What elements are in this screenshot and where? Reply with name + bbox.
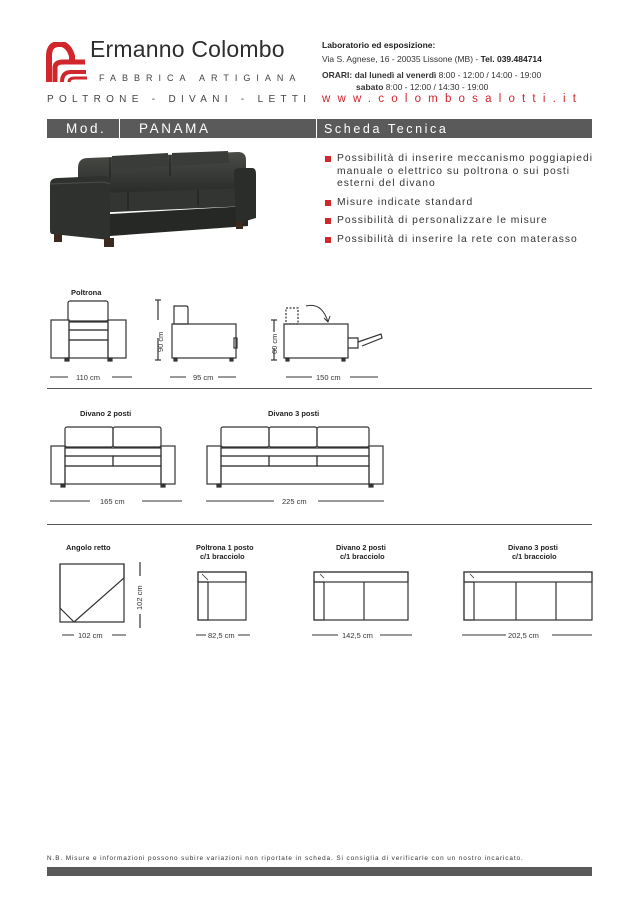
d2-width: 142,5 cm bbox=[342, 631, 373, 640]
feature-item: Possibilità di inserire la rete con materasso bbox=[325, 234, 595, 247]
contact-address: Via S. Agnese, 16 - 20035 Lissone (MB) - Tel. 039.484714 bbox=[322, 54, 542, 64]
brand-logo-icon bbox=[45, 42, 89, 84]
angolo-depth: 102 cm bbox=[135, 585, 144, 610]
divano2-front-drawing bbox=[48, 424, 182, 490]
poltrona-recliner-drawing bbox=[266, 298, 386, 366]
bar-divider bbox=[119, 119, 120, 138]
feature-list bbox=[325, 153, 595, 252]
footer-note: N.B. Misure e informazioni possono subire variazioni non riportate in scheda. Si consiglia di verificarle con un nostro incaricato. bbox=[47, 855, 524, 862]
divano3-width: 225 cm bbox=[282, 497, 307, 506]
brand-name: Ermanno Colombo bbox=[90, 36, 285, 62]
angolo-label: Angolo retto bbox=[66, 543, 111, 552]
divano3-label: Divano 3 posti bbox=[268, 409, 320, 418]
poltrona-height: 90 cm bbox=[156, 331, 165, 352]
bullet-square-icon bbox=[325, 218, 331, 224]
feature-item: Possibilità di inserire meccanismo poggiapiedi manuale o elettrico su poltrona o sui posti esterni del divano bbox=[325, 153, 595, 191]
mod-label: Mod. bbox=[66, 121, 107, 136]
d2-plan-drawing bbox=[312, 568, 412, 624]
d2-label: Divano 2 posti c/1 bracciolo bbox=[336, 543, 386, 561]
footer-bar bbox=[47, 867, 592, 876]
sheet-title: Scheda Tecnica bbox=[324, 122, 449, 136]
brand-tagline: POLTRONE - DIVANI - LETTI bbox=[47, 94, 312, 105]
website-link[interactable]: www.colombosalotti.it bbox=[322, 93, 584, 105]
angolo-width: 102 cm bbox=[78, 631, 103, 640]
brand-subtitle: FABBRICA ARTIGIANA bbox=[99, 73, 302, 83]
poltrona-front-drawing bbox=[48, 298, 132, 364]
bullet-square-icon bbox=[325, 156, 331, 162]
contact-title: Laboratorio ed esposizione: bbox=[322, 40, 436, 50]
bullet-square-icon bbox=[325, 200, 331, 206]
divano3-front-drawing bbox=[204, 424, 390, 490]
model-name: PANAMA bbox=[139, 121, 211, 136]
p1-label: Poltrona 1 posto c/1 bracciolo bbox=[196, 543, 254, 561]
d3-plan-drawing bbox=[462, 568, 596, 624]
contact-hours-saturday: sabato 8:00 - 12:00 / 14:30 - 19:00 bbox=[356, 82, 489, 92]
bullet-square-icon bbox=[325, 237, 331, 243]
poltrona-seat-height: 60 cm bbox=[270, 333, 279, 354]
poltrona-depth: 95 cm bbox=[193, 373, 214, 382]
contact-phone: Tel. 039.484714 bbox=[480, 54, 542, 64]
section-divider bbox=[47, 524, 592, 525]
p1-width: 82,5 cm bbox=[208, 631, 235, 640]
sofa-photo bbox=[48, 148, 258, 248]
feature-item: Misure indicate standard bbox=[325, 197, 595, 210]
angolo-plan-drawing bbox=[56, 560, 146, 634]
p1-plan-drawing bbox=[196, 568, 250, 624]
poltrona-width: 110 cm bbox=[76, 373, 101, 382]
contact-hours-weekdays: ORARI: dal lunedì al venerdì 8:00 - 12:00 / 14:00 - 19:00 bbox=[322, 70, 542, 80]
d3-label: Divano 3 posti c/1 bracciolo bbox=[508, 543, 558, 561]
divano2-width: 165 cm bbox=[100, 497, 125, 506]
section-divider bbox=[47, 388, 592, 389]
poltrona-label: Poltrona bbox=[71, 288, 102, 297]
feature-item: Possibilità di personalizzare le misure bbox=[325, 215, 595, 228]
d3-width: 202,5 cm bbox=[508, 631, 539, 640]
poltrona-open-depth: 150 cm bbox=[316, 373, 341, 382]
divano2-label: Divano 2 posti bbox=[80, 409, 132, 418]
model-header-bar bbox=[47, 119, 592, 138]
bar-divider bbox=[316, 119, 317, 138]
